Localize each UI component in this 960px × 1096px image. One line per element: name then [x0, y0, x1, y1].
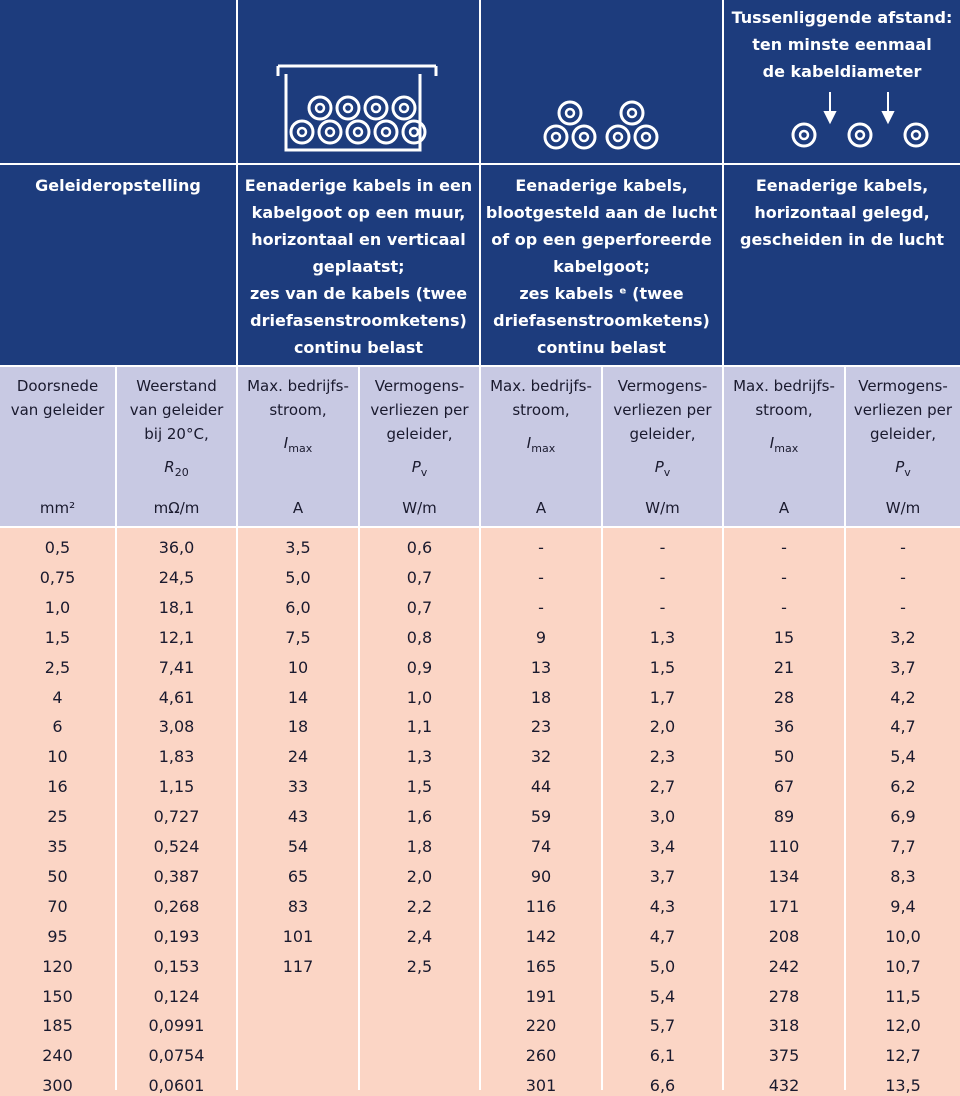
table-cell: 0,268	[153, 896, 200, 916]
table-cell: 6	[52, 717, 63, 737]
table-cell: 5,4	[649, 986, 676, 1006]
table-cell: 116	[525, 896, 557, 916]
table-cell: 0,7	[406, 567, 433, 587]
table-cell: 10,7	[885, 956, 921, 976]
table-cell: 1,15	[158, 777, 195, 797]
table-cell: 260	[525, 1046, 557, 1066]
table-cell: -	[538, 567, 544, 587]
table-cell: 0,5	[44, 538, 71, 557]
table-cell: 0,153	[153, 956, 200, 976]
table-cell: 32	[530, 747, 552, 767]
table-cell: 6,1	[649, 1046, 676, 1066]
table-cell: 0,7	[406, 597, 433, 617]
table-cell: 300	[42, 1076, 73, 1096]
table-cell: 117	[282, 956, 314, 976]
table-cell: 0,9	[406, 657, 433, 677]
table-cell: 28	[773, 687, 795, 707]
table-cell: 54	[287, 837, 309, 856]
table-cell: 171	[768, 896, 800, 916]
table-cell: 1,83	[158, 747, 195, 767]
table-cell: 1,8	[406, 837, 433, 856]
table-cell: 0,387	[153, 866, 200, 886]
table-cell: 4,7	[890, 717, 916, 737]
table-cell: -	[900, 538, 906, 557]
table-cell: 1,0	[44, 597, 71, 617]
table-cell: 1,5	[44, 627, 71, 647]
column-unit: W/m	[885, 499, 921, 517]
column-header-power-loss: Vermogens- verliezen per geleider,	[613, 377, 712, 443]
table-cell: 7,41	[158, 657, 195, 677]
table-cell: 0,124	[153, 986, 200, 1006]
table-cell: 3,5	[285, 538, 311, 557]
table-cell: -	[781, 567, 787, 587]
table-cell: 5,0	[649, 956, 676, 976]
table-cell: 50	[773, 747, 795, 767]
table-cell: 220	[525, 1016, 557, 1036]
table-cell: 89	[773, 807, 795, 827]
table-cell: 150	[42, 986, 73, 1006]
table-cell: 0,75	[39, 567, 76, 587]
table-cell: 95	[47, 926, 68, 946]
table-cell: 9	[535, 627, 547, 647]
table-cell: 301	[525, 1076, 557, 1096]
table-cell: 2,0	[406, 866, 433, 886]
table-cell: 0,193	[153, 926, 200, 946]
table-cell: 1,1	[406, 717, 433, 737]
table-cell: 3,4	[649, 837, 676, 856]
table-cell: 90	[530, 866, 552, 886]
column-symbol: $P_v$	[411, 458, 428, 479]
table-cell: 2,5	[44, 657, 71, 677]
table-cell: 4,7	[649, 926, 676, 946]
table-cell: 18	[530, 687, 552, 707]
table-cell: 1,0	[406, 687, 433, 707]
table-cell: 83	[287, 896, 309, 916]
table-cell: 2,7	[649, 777, 676, 797]
column-header-max-current: Max. bedrijfs- stroom,	[490, 377, 592, 419]
table-cell: 1,6	[406, 807, 433, 827]
table-cell: 0,0754	[148, 1046, 205, 1066]
table-cell: 0,8	[406, 627, 433, 647]
table-cell: 1,5	[649, 657, 676, 677]
group-header-tray: Eenaderige kabels in een kabelgoot op een muur, horizontaal en verticaal geplaatst; zes van de kabels (twee driefasenstroomketens) continu belast	[244, 176, 473, 357]
column-unit: mΩ/m	[153, 499, 200, 517]
table-cell: 3,08	[158, 717, 195, 737]
table-cell: -	[538, 538, 544, 557]
table-cell: 242	[768, 956, 800, 976]
table-cell: 3,7	[649, 866, 676, 886]
table-cell: 9,4	[890, 896, 916, 916]
table-cell: 12,7	[885, 1046, 921, 1066]
column-header-power-loss: Vermogens- verliezen per geleider,	[853, 377, 953, 443]
column-header-max-current: Max. bedrijfs- stroom,	[247, 377, 349, 419]
table-cell: 3,2	[890, 627, 916, 647]
table-cell: 12,1	[158, 627, 195, 647]
table-cell: 8,3	[890, 866, 916, 886]
table-cell: 240	[42, 1046, 73, 1066]
table-cell: 14	[287, 687, 309, 707]
table-cell: 6,9	[890, 807, 916, 827]
table-cell: 278	[768, 986, 800, 1006]
table-cell: 0,727	[153, 807, 200, 827]
spacing-note: Tussenliggende afstand: ten minste eenmaal de kabeldiameter	[731, 8, 953, 81]
group-header-trefoil: Eenaderige kabels, blootgesteld aan de lucht of op een geperforeerde kabelgoot; zes kabels ᵉ (twee driefasenstroomketens) continu belast	[485, 176, 718, 357]
column-symbol: $I_{max}$	[526, 434, 556, 455]
column-symbol: $R_{20}$	[164, 458, 189, 479]
group-header-spaced: Eenaderige kabels, horizontaal gelegd, gescheiden in de lucht	[739, 176, 945, 249]
table-cell: 110	[768, 837, 800, 856]
table-cell: -	[781, 597, 787, 617]
table-cell: 36	[773, 717, 795, 737]
table-cell: 50	[47, 866, 68, 886]
table-cell: 18,1	[158, 597, 195, 617]
table-cell: -	[538, 597, 544, 617]
table-cell: -	[781, 538, 787, 557]
table-cell: 101	[282, 926, 314, 946]
column-symbol: $I_{max}$	[283, 434, 313, 455]
table-cell: 24,5	[158, 567, 195, 587]
table-cell: 21	[773, 657, 795, 677]
table-cell: 7,5	[285, 627, 311, 647]
table-cell: -	[659, 567, 666, 587]
table-cell: 13,5	[885, 1076, 921, 1096]
table-cell: 6,0	[285, 597, 311, 617]
table-cell: 16	[47, 777, 68, 797]
table-cell: 67	[773, 777, 795, 797]
column-header-power-loss: Vermogens- verliezen per geleider,	[370, 377, 469, 443]
table-cell: 3,0	[649, 807, 676, 827]
table-cell: 165	[525, 956, 557, 976]
table-cell: 23	[530, 717, 552, 737]
table-cell: 5,0	[285, 567, 311, 587]
table-cell: -	[900, 567, 906, 587]
table-cell: 13	[530, 657, 552, 677]
column-header-max-current: Max. bedrijfs- stroom,	[733, 377, 835, 419]
column-unit: A	[778, 499, 790, 517]
table-cell: 0,0991	[148, 1016, 205, 1036]
table-cell: 35	[47, 837, 68, 856]
table-cell: 74	[530, 837, 552, 856]
table-cell: 18	[287, 717, 309, 737]
table-cell: 0,524	[153, 837, 200, 856]
table-cell: 65	[287, 866, 309, 886]
table-cell: 10	[287, 657, 309, 677]
table-cell: 185	[42, 1016, 73, 1036]
column-symbol: $P_v$	[654, 458, 671, 479]
column-symbol: $I_{max}$	[769, 434, 799, 455]
table-cell: -	[659, 597, 666, 617]
table-cell: 25	[47, 807, 68, 827]
column-header-cross-section: Doorsnede van geleider	[10, 377, 105, 419]
table-cell: 191	[525, 986, 557, 1006]
trefoil-cables-icon	[538, 98, 662, 154]
table-cell: -	[900, 597, 906, 617]
table-cell: 134	[768, 866, 800, 886]
column-unit: A	[535, 499, 547, 517]
table-cell: 2,4	[406, 926, 433, 946]
table-cell: 24	[287, 747, 309, 767]
table-cell: 4,61	[158, 687, 195, 707]
table-cell: 2,0	[649, 717, 676, 737]
table-cell: 432	[768, 1076, 800, 1096]
table-cell: 1,3	[406, 747, 433, 767]
column-unit: W/m	[645, 499, 680, 517]
table-cell: 43	[287, 807, 309, 827]
column-unit: A	[292, 499, 304, 517]
table-cell: 0,0601	[148, 1076, 205, 1096]
table-cell: 2,5	[406, 956, 433, 976]
table-cell: -	[659, 538, 666, 557]
table-cell: 3,7	[890, 657, 916, 677]
table-cell: 1,5	[406, 777, 433, 797]
column-header-resistance: Weerstand van geleider bij 20°C,	[129, 377, 224, 443]
table-cell: 10,0	[885, 926, 921, 946]
table-cell: 4,3	[649, 896, 676, 916]
table-cell: 33	[287, 777, 309, 797]
table-cell: 6,2	[890, 777, 916, 797]
table-cell: 11,5	[885, 986, 921, 1006]
table-cell: 4,2	[890, 687, 916, 707]
table-cell: 142	[525, 926, 557, 946]
table-cell: 10	[47, 747, 68, 767]
table-cell: 318	[768, 1016, 800, 1036]
table-cell: 59	[530, 807, 552, 827]
table-cell: 6,6	[649, 1076, 676, 1096]
table-cell: 2,3	[649, 747, 676, 767]
cable-tray-icon	[272, 58, 442, 156]
table-cell: 15	[773, 627, 795, 647]
table-cell: 1,7	[649, 687, 676, 707]
column-symbol: $P_v$	[895, 458, 911, 479]
column-unit: mm²	[39, 499, 76, 517]
column-unit: W/m	[402, 499, 437, 517]
table-cell: 5,7	[649, 1016, 676, 1036]
table-cell: 208	[768, 926, 800, 946]
table-cell: 4	[52, 687, 63, 707]
table-cell: 5,4	[890, 747, 916, 767]
spaced-cables-icon	[782, 88, 932, 154]
table-cell: 44	[530, 777, 552, 797]
table-cell: 375	[768, 1046, 800, 1066]
table-cell: 1,3	[649, 627, 676, 647]
table-cell: 36,0	[158, 538, 195, 557]
arrangement-header: Geleideropstelling	[35, 176, 201, 195]
table-cell: 120	[42, 956, 73, 976]
table-cell: 12,0	[885, 1016, 921, 1036]
arrow-down-icon	[883, 112, 893, 122]
table-cell: 70	[47, 896, 68, 916]
arrow-down-icon	[825, 112, 835, 122]
table-cell: 2,2	[406, 896, 433, 916]
table-cell: 0,6	[406, 538, 433, 557]
table-cell: 7,7	[890, 837, 916, 856]
